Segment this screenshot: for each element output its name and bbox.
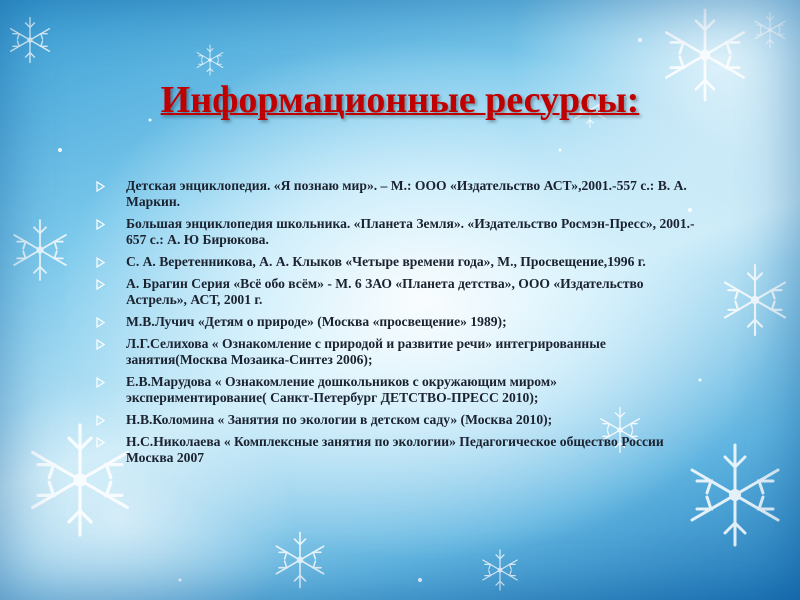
list-item bbox=[96, 336, 696, 368]
reference-text: Л.Г.Селихова « Ознакомление с природой и развитие речи» интегрированные занятия(Москва Мозаика-Синтез 2006); bbox=[126, 336, 606, 367]
reference-text: Н.В.Коломина « Занятия по экологии в детском саду» (Москва 2010); bbox=[126, 412, 553, 427]
slide-title: Информационные ресурсы: bbox=[160, 79, 640, 121]
outline-bullet-icon bbox=[96, 256, 105, 267]
outline-bullet-icon bbox=[96, 436, 105, 447]
list-item bbox=[96, 254, 696, 270]
list-item bbox=[96, 314, 696, 330]
list-item bbox=[96, 434, 696, 466]
outline-bullet-icon bbox=[96, 338, 105, 349]
list-item bbox=[96, 276, 696, 308]
outline-bullet-icon bbox=[96, 414, 105, 425]
outline-bullet-icon bbox=[96, 316, 105, 327]
outline-bullet-icon bbox=[96, 218, 105, 229]
outline-bullet-icon bbox=[96, 376, 105, 387]
reference-text: Большая энциклопедия школьника. «Планета Земля». «Издательство Росмэн-Пресс», 2001.- 657 с.: А. Ю Бирюкова. bbox=[126, 216, 695, 247]
list-item bbox=[96, 178, 696, 210]
reference-list bbox=[96, 178, 696, 472]
reference-text: Детская энциклопедия. «Я познаю мир». – М.: ООО «Издательство АСТ»,2001.-557 с.: В. А. Маркин. bbox=[126, 178, 687, 209]
list-item bbox=[96, 216, 696, 248]
outline-bullet-icon bbox=[96, 180, 105, 191]
reference-text: Е.В.Марудова « Ознакомление дошкольников с окружающим миром» экспериментирование( Санкт-Петербург ДЕТСТВО-ПРЕСС 2010); bbox=[126, 374, 557, 405]
reference-text: Н.С.Николаева « Комплексные занятия по экологии» Педагогическое общество России Москва 2007 bbox=[126, 434, 664, 465]
list-item bbox=[96, 412, 696, 428]
list-item bbox=[96, 374, 696, 406]
reference-text: С. А. Веретенникова, А. А. Клыков «Четыре времени года», М., Просвещение,1996 г. bbox=[126, 254, 646, 269]
reference-text: А. Брагин Серия «Всё обо всём» - М. 6 ЗАО «Планета детства», ООО «Издательство Астрель», АСТ, 2001 г. bbox=[126, 276, 644, 307]
outline-bullet-icon bbox=[96, 278, 105, 289]
reference-text: М.В.Лучич «Детям о природе» (Москва «просвещение» 1989); bbox=[126, 314, 507, 329]
